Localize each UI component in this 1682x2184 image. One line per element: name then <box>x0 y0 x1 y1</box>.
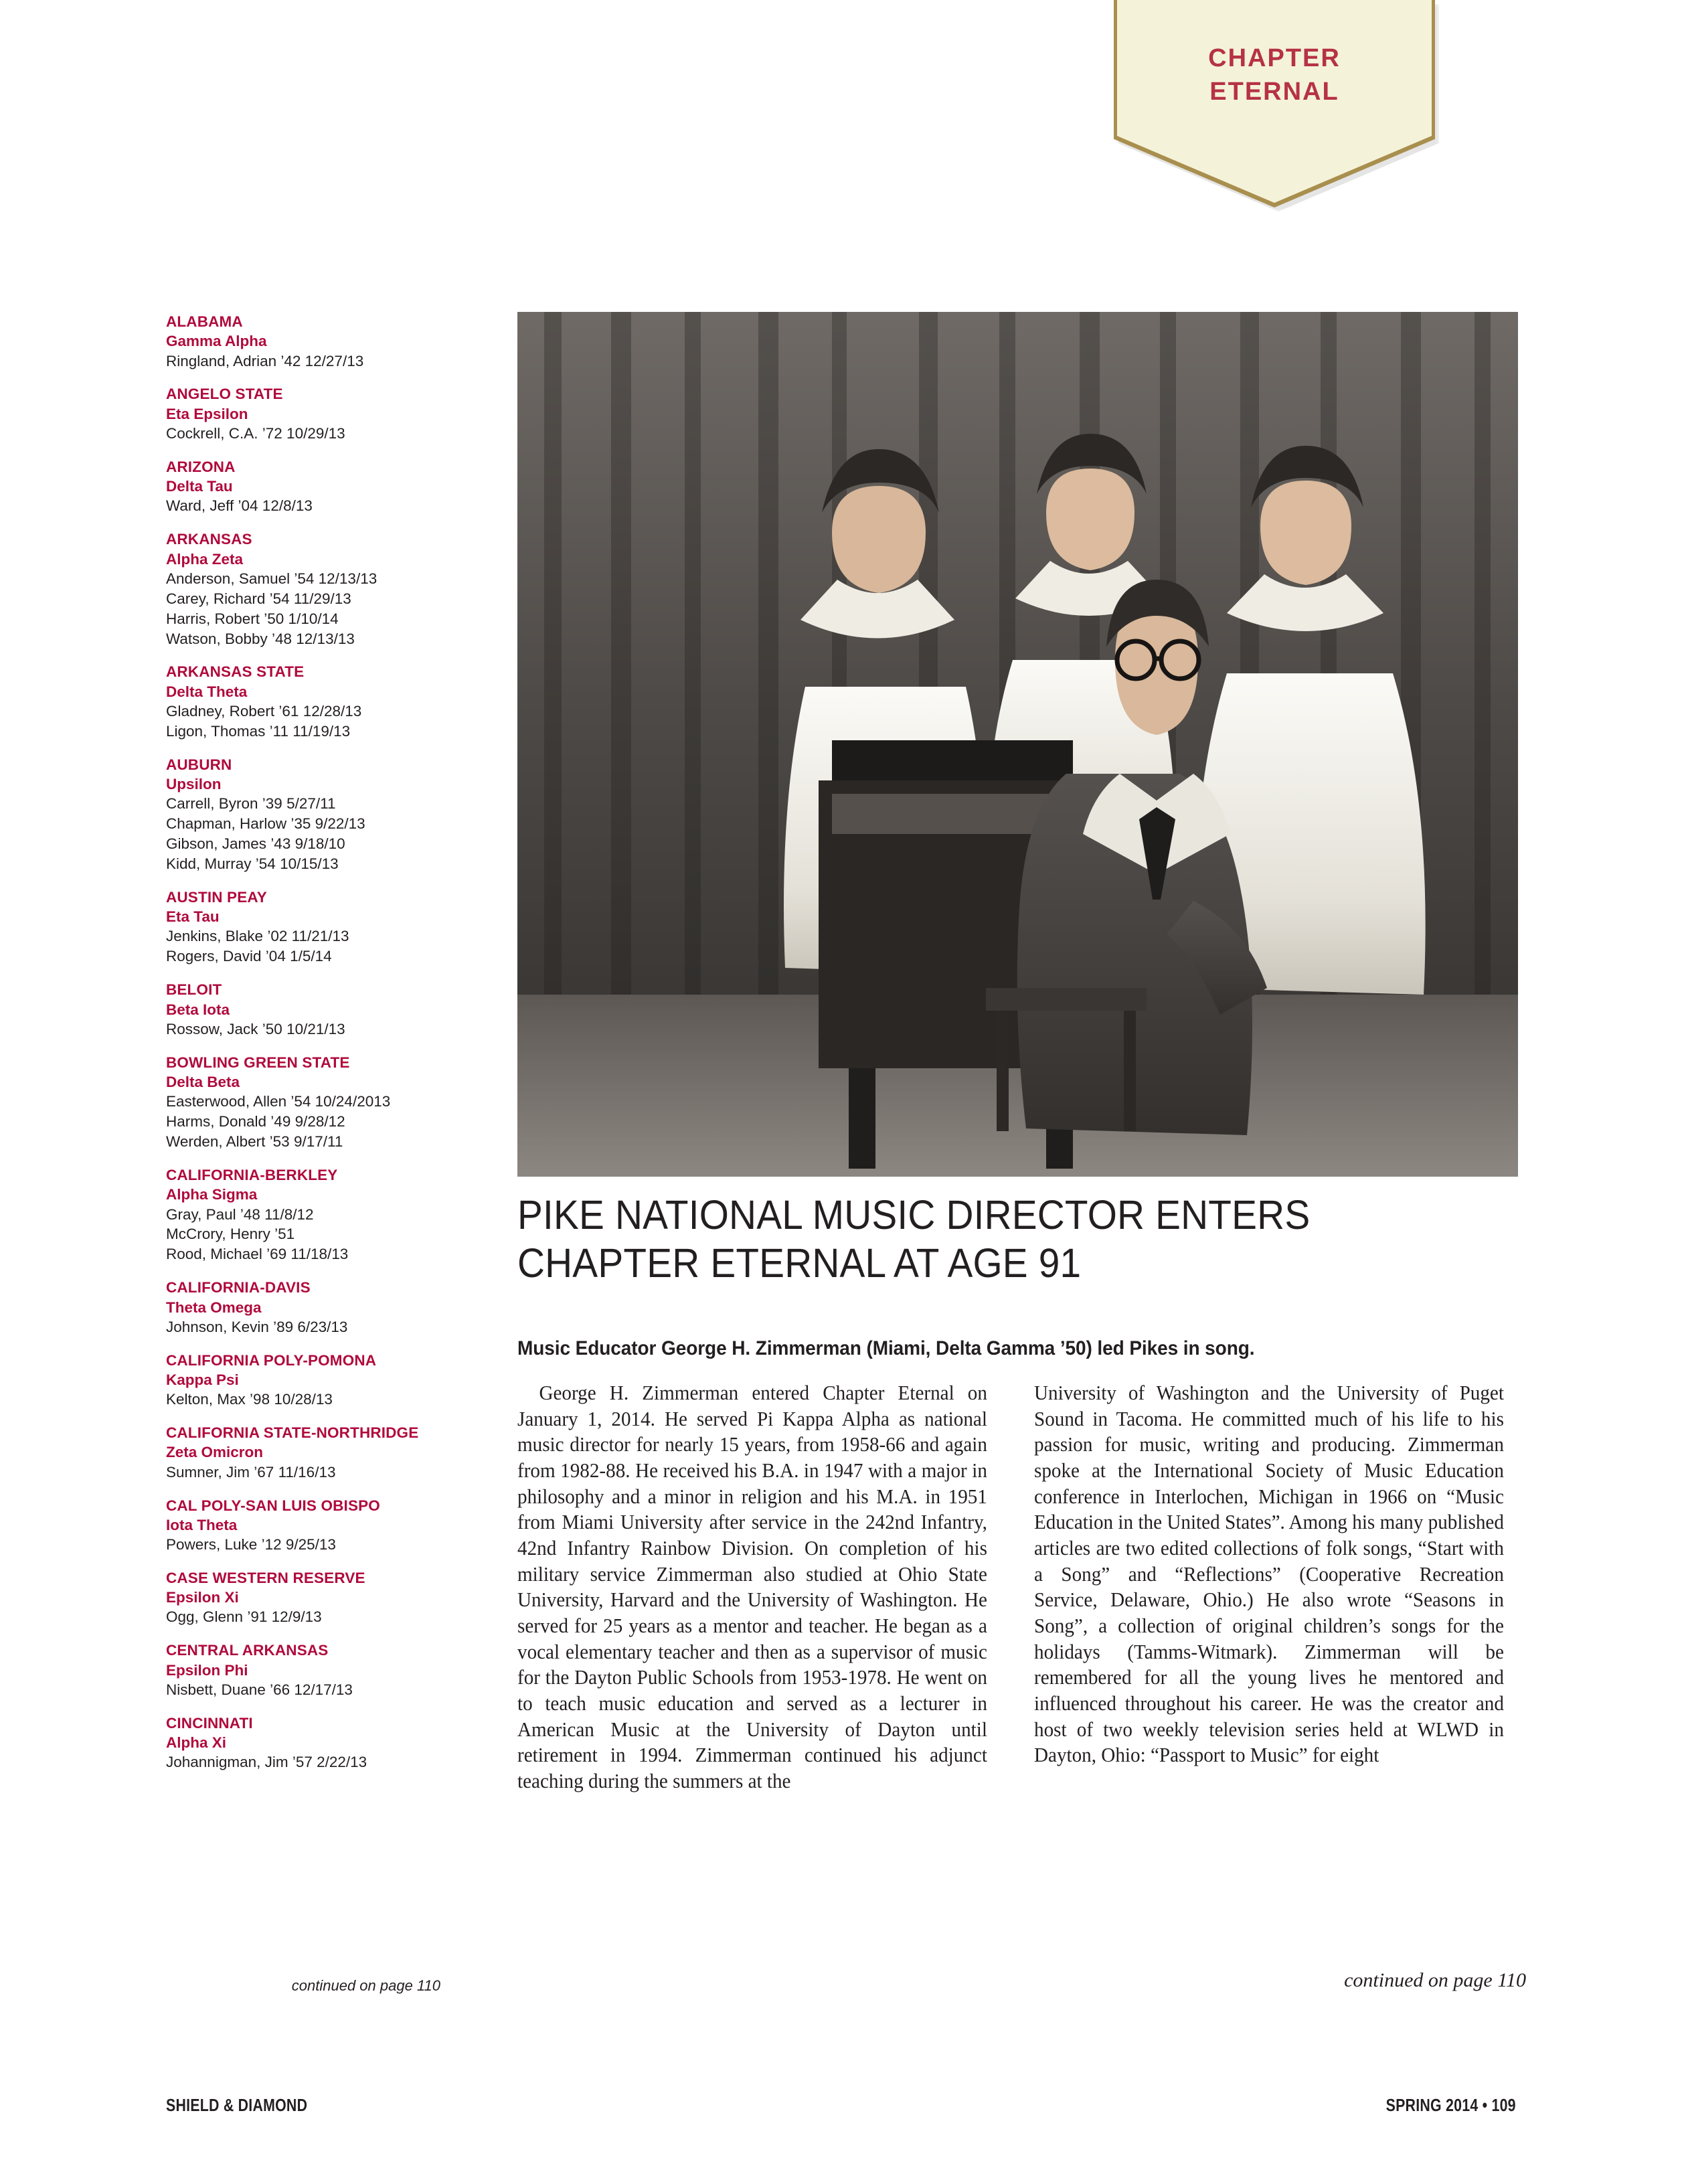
chapter-name: Kappa Psi <box>166 1371 239 1388</box>
footer-issue: SPRING 2014 • 109 <box>1385 2095 1516 2115</box>
chapter-name: Gamma Alpha <box>166 333 267 350</box>
university-name: AUBURN <box>166 756 232 773</box>
chapter-name: Theta Omega <box>166 1298 262 1316</box>
chapter-name: Delta Tau <box>166 478 233 495</box>
article-continued-note: continued on page 110 <box>1344 1969 1526 1991</box>
member-entry: Carrell, Byron ’39 5/27/11 <box>166 795 336 813</box>
university-name: ANGELO STATE <box>166 386 283 403</box>
member-entry: Ligon, Thomas ’11 11/19/13 <box>166 722 351 740</box>
member-entry: Easterwood, Allen ’54 10/24/2013 <box>166 1093 391 1110</box>
member-entry: Powers, Luke ’12 9/25/13 <box>166 1536 336 1553</box>
chapter-name: Beta Iota <box>166 1001 230 1018</box>
university-name: CAL POLY-SAN LUIS OBISPO <box>166 1497 380 1514</box>
article-subhead: Music Educator George H. Zimmerman (Miami, Delta Gamma ’50) led Pikes in song. <box>517 1337 1255 1359</box>
chapter-name: Iota Theta <box>166 1516 238 1533</box>
member-entry: Rogers, David ’04 1/5/14 <box>166 948 332 965</box>
university-name: CALIFORNIA POLY-POMONA <box>166 1351 377 1369</box>
university-name: CALIFORNIA-DAVIS <box>166 1279 311 1296</box>
university-name: ARKANSAS <box>166 531 252 548</box>
university-name: CALIFORNIA-BERKLEY <box>166 1167 338 1184</box>
chapter-name: Epsilon Xi <box>166 1589 239 1606</box>
member-entry: Werden, Albert ’53 9/17/11 <box>166 1133 343 1151</box>
member-entry: Kidd, Murray ’54 10/15/13 <box>166 855 339 873</box>
member-entry: Johannigman, Jim ’57 2/22/13 <box>166 1754 367 1771</box>
university-name: ALABAMA <box>166 313 243 330</box>
university-name: CINCINNATI <box>166 1714 253 1732</box>
member-entry: Johnson, Kevin ’89 6/23/13 <box>166 1318 348 1335</box>
member-entry: Carey, Richard ’54 11/29/13 <box>166 590 351 607</box>
chapter-name: Alpha Zeta <box>166 550 244 568</box>
member-entry: Jenkins, Blake ’02 11/21/13 <box>166 928 349 945</box>
member-entry: Ringland, Adrian ’42 12/27/13 <box>166 352 364 369</box>
chapter-name: Alpha Sigma <box>166 1186 258 1203</box>
banner-title-line2: ETERNAL <box>1209 78 1339 106</box>
member-entry: Harms, Donald ’49 9/28/12 <box>166 1113 345 1130</box>
university-name: ARIZONA <box>166 458 236 475</box>
chapter-name: Delta Theta <box>166 683 248 700</box>
member-entry: Harris, Robert ’50 1/10/14 <box>166 610 339 627</box>
member-entry: Sumner, Jim ’67 11/16/13 <box>166 1463 336 1481</box>
university-name: ARKANSAS STATE <box>166 663 305 681</box>
article-paragraph: George H. Zimmerman entered Chapter Eternal on January 1, 2014. He served Pi Kappa Alpha as national music director for nearly 15 years, from 1958-66 and again from 1982-88. He received his B.A. in 1947 with a major in philosophy and a minor in religion and his M.A. in 1951 from Miami University after service in the 242nd Infantry, 42nd Infantry Rainbow Division. On completion of his military service Zimmerman also studied at Ohio State University, Harvard and the University of Washington. He served for 25 years as a mentor and teacher. He began as a vocal elementary teacher and then as a supervisor of music for the Dayton Public Schools from 1953-1978. He went on to teach music education and served as a lecturer in American Music at the University of Dayton until retirement in 1994. Zimmerman continued his adjunct teaching during the summers at the <box>517 1381 987 1793</box>
member-entry: Gray, Paul ’48 11/8/12 <box>166 1205 314 1223</box>
article-photo <box>517 312 1518 1177</box>
footer-publication: SHIELD & DIAMOND <box>166 2095 308 2115</box>
chapter-name: Eta Epsilon <box>166 405 248 422</box>
article-paragraph: University of Washington and the University of Puget Sound in Tacoma. He committed much of his life to his passion for music, writing and producing. Zimmerman spoke at the International Society of Music Education conference in Interlochen, Michigan in 1966 on “Music Education in the United States”. Among his many published articles are two edited collections of folk songs, “Start with a Song” and “Reflections” (Cooperative Recreation Service, Delaware, Ohio.) He also wrote “Seasons in Song”, a collection of original children’s songs for the holidays (Tamms-Witmark). Zimmerman will be remembered for all the young lives he mentored and influenced throughout his career. He was the creator and host of two weekly television series held at WLWD in Dayton, Ohio: “Passport to Music” for eight <box>1034 1381 1504 1767</box>
university-name: BOWLING GREEN STATE <box>166 1054 350 1071</box>
member-entry: McCrory, Henry ’51 <box>166 1226 295 1243</box>
chapter-eternal-listing <box>166 312 467 1772</box>
member-entry: Kelton, Max ’98 10/28/13 <box>166 1391 333 1408</box>
chapter-name: Alpha Xi <box>166 1734 227 1752</box>
chapter-eternal-banner <box>1114 0 1435 207</box>
member-entry: Rood, Michael ’69 11/18/13 <box>166 1246 349 1263</box>
university-name: BELOIT <box>166 981 222 999</box>
member-entry: Chapman, Harlow ’35 9/22/13 <box>166 815 365 833</box>
chapter-name: Delta Beta <box>166 1074 240 1090</box>
sidebar-continued-note: continued on page 110 <box>291 1977 440 1994</box>
article-headline: PIKE NATIONAL MUSIC DIRECTOR ENTERS CHAPTER ETERNAL AT AGE 91 <box>517 1192 1311 1286</box>
member-entry: Cockrell, C.A. ’72 10/29/13 <box>166 424 345 442</box>
university-name: CENTRAL ARKANSAS <box>166 1642 329 1659</box>
banner-title <box>1114 41 1435 108</box>
university-name: CALIFORNIA STATE-NORTHRIDGE <box>166 1424 419 1442</box>
member-entry: Gibson, James ’43 9/18/10 <box>166 835 345 853</box>
member-entry: Watson, Bobby ’48 12/13/13 <box>166 630 355 647</box>
member-entry: Nisbett, Duane ’66 12/17/13 <box>166 1681 353 1698</box>
article-column-right <box>1034 1380 1504 1768</box>
banner-title-line1: CHAPTER <box>1208 44 1341 72</box>
chapter-name: Upsilon <box>166 776 222 793</box>
member-entry: Rossow, Jack ’50 10/21/13 <box>166 1020 345 1037</box>
university-name: CASE WESTERN RESERVE <box>166 1569 365 1586</box>
member-entry: Ogg, Glenn ’91 12/9/13 <box>166 1608 322 1626</box>
chapter-name: Eta Tau <box>166 908 220 926</box>
member-entry: Anderson, Samuel ’54 12/13/13 <box>166 570 377 587</box>
chapter-name: Epsilon Phi <box>166 1661 248 1679</box>
member-entry: Ward, Jeff ’04 12/8/13 <box>166 497 313 515</box>
university-name: AUSTIN PEAY <box>166 888 267 906</box>
member-entry: Gladney, Robert ’61 12/28/13 <box>166 702 362 720</box>
chapter-name: Zeta Omicron <box>166 1444 264 1461</box>
article-column-left <box>517 1380 987 1794</box>
